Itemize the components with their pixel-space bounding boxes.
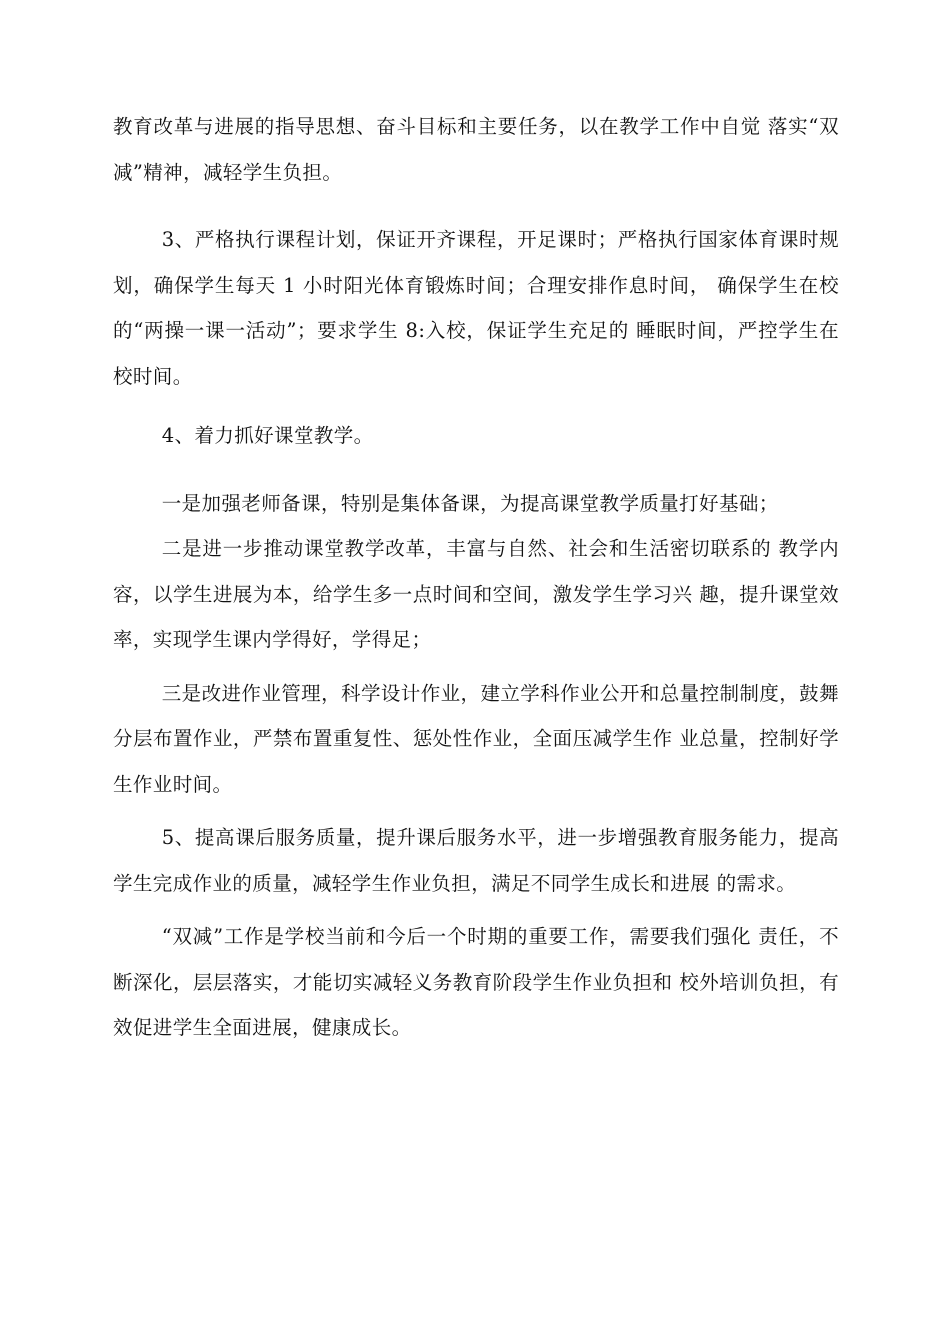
paragraph-point-two: 二是进一步推动课堂教学改革，丰富与自然、社会和生活密切联系的 教学内容，以学生进展为本，给学生多一点时间和空间，激发学生学习兴 趣，提升课堂效率，实现学生课内学得好，学得足； <box>113 537 839 651</box>
paragraph-point-three: 三是改进作业管理，科学设计作业，建立学科作业公开和总量控制制度，鼓舞分层布置作业，严禁布置重复性、惩处性作业，全面压减学生作 业总量，控制好学生作业时间。 <box>113 681 839 796</box>
paragraph-item-5: 5、提高课后服务质量，提升课后服务水平，进一步增强教育服务能力，提高学生完成作业的质量，减轻学生作业负担，满足不同学生成长和进展 的需求。 <box>113 826 839 895</box>
paragraph-item-4: 4、着力抓好课堂教学。 <box>161 424 374 447</box>
paragraph-conclusion: “双减”工作是学校当前和今后一个时期的重要工作，需要我们强化 责任，不断深化，层层落实，才能切实减轻义务教育阶段学生作业负担和 校外培训负担，有效促进学生全面进展，健康成长。 <box>113 925 839 1039</box>
paragraph-point-one: 一是加强老师备课，特别是集体备课，为提高课堂教学质量打好基础； <box>161 491 779 515</box>
paragraph-item-3: 3、严格执行课程计划，保证开齐课程，开足课时；严格执行国家体育课时规划，确保学生每天 1 小时阳光体育锻炼时间；合理安排作息时间， 确保学生在校的“两操一课一活动”；要求学生 8:入校，保证学生充足的 睡眠时间，严控学生在校时间。 <box>113 228 839 388</box>
paragraph-continuation: 教育改革与进展的指导思想、奋斗目标和主要任务，以在教学工作中自觉 落实“双减”精神，减轻学生负担。 <box>113 115 839 184</box>
document-body <box>113 104 839 1051</box>
